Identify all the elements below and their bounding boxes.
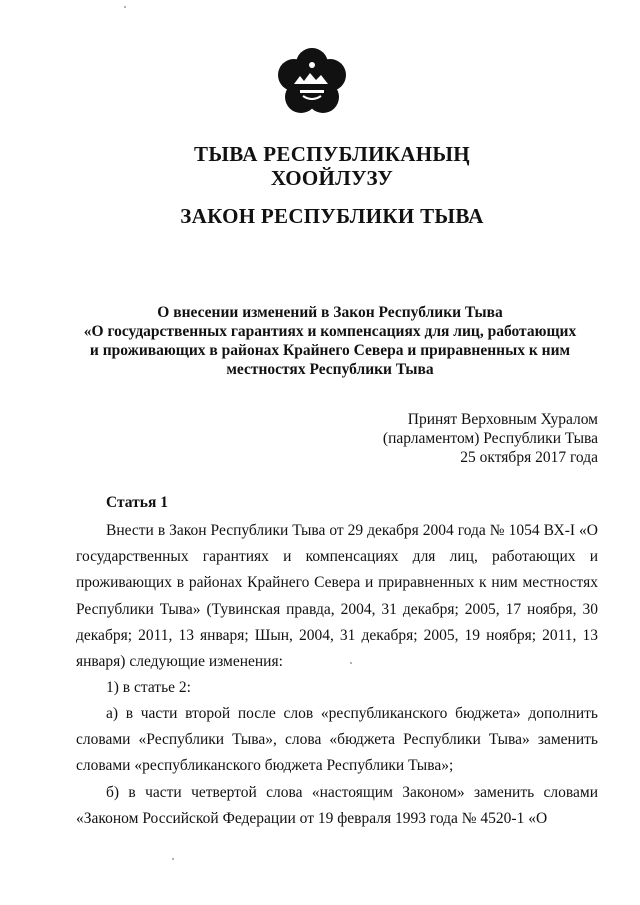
tuva-coat-of-arms-icon — [270, 40, 354, 124]
law-title-line: местностях Республики Тыва — [226, 361, 434, 378]
scan-speck — [350, 662, 352, 664]
article-heading: Статья 1 — [106, 494, 168, 511]
scan-speck — [124, 6, 126, 8]
paragraph-text: б) в части четвертой слова «настоящим Законом» заменить словами «Законом Российской Федерации от 19 февраля 1993 года № 4520-1 «О — [76, 784, 598, 828]
paragraph-text: Внести в Закон Республики Тыва от 29 декабря 2004 года № 1054 ВХ-I «О государственных гарантиях и компенсациях для лиц, работающих и проживающих в районах Крайнего Севера и приравненных к ним местностях Республики Тыва» (Тувинская правда, 2004, 31 декабря; 2005, 17 ноября, 30 декабря; 2011, 13 января; Шын, 2004, 31 декабря; 2005, 19 ноября; 2011, 13 января) следующие изменения: — [76, 522, 598, 671]
adoption-note — [383, 410, 598, 467]
tuvan-title-line2: ХООЙЛУЗУ — [270, 166, 394, 190]
law-title-line: и проживающих в районах Крайнего Севера и приравненных к ним — [89, 342, 571, 359]
paragraph-text: а) в части второй после слов «республиканского бюджета» дополнить словами «Республики Тыва», слова «бюджета Республики Тыва» заменить словами «республиканского бюджета Республики Тыва»; — [76, 705, 598, 775]
article-paragraph — [76, 780, 598, 832]
adoption-date: 25 октября 2017 года — [460, 449, 598, 466]
adoption-line: (парламентом) Республики Тыва — [382, 430, 598, 447]
article-paragraph — [76, 518, 598, 675]
law-title — [60, 303, 600, 379]
article-paragraph — [76, 675, 598, 701]
scan-speck — [172, 858, 174, 860]
paragraph-text: 1) в статье 2: — [106, 679, 191, 696]
adoption-line: Принят Верховным Хуралом — [407, 411, 598, 428]
article-paragraph — [76, 701, 598, 780]
law-title-line: О внесении изменений в Закон Республики Тыва — [157, 304, 503, 321]
tuvan-title-line1: ТЫВА РЕСПУБЛИКАНЫҢ — [194, 142, 470, 166]
russian-law-heading: ЗАКОН РЕСПУБЛИКИ ТЫВА — [180, 204, 484, 228]
law-title-line: «О государственных гарантиях и компенсациях для лиц, работающих — [83, 323, 577, 340]
